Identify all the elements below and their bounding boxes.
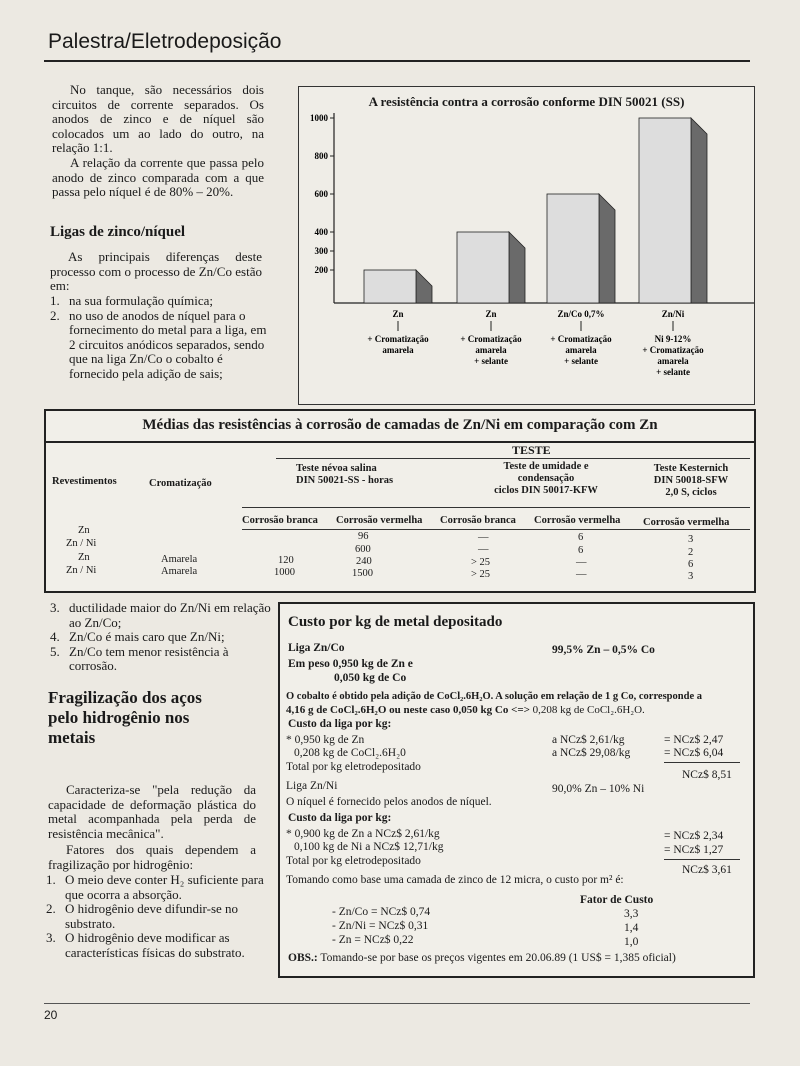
page-title: Palestra/Eletrodeposição [48, 30, 282, 53]
comparison-list [48, 601, 273, 674]
list-item: 3. O hidrogênio deve modificar as características físicas do substrato. [59, 931, 271, 960]
paragraph-current-ratio: A relação da corrente que passa pelo anodo de zinco comparada com a que passa pelo níquel é de 80% – 20%. [52, 155, 264, 199]
cost-item: 0,208 kg de CoCl₂.6H₂0 [294, 747, 406, 759]
test1-header [296, 463, 393, 487]
category-sublabel: + selante [474, 356, 508, 366]
test3-line: 2,0 S, ciclos [665, 487, 717, 498]
paragraph-definition: Caracteriza-se "pela redução da capacidade de deformação plástica do metal acompanhada pela perda de resistência mecânica". [48, 782, 256, 841]
category-sublabel: amarela [657, 356, 689, 366]
total-value: NCz$ 8,51 [682, 769, 732, 781]
teste-label: TESTE [512, 443, 551, 457]
total-label: Total por kg eletrodepositado [286, 855, 421, 867]
bar [457, 232, 509, 303]
category-sublabel: + selante [564, 356, 598, 366]
table-cell: 1500 [352, 568, 373, 579]
footer-rule [44, 1003, 750, 1004]
category-label: Zn/Ni [661, 309, 685, 319]
differences-list [48, 294, 275, 381]
test1-line: Teste névoa salina [296, 463, 377, 474]
factor-header: Fator de Custo [580, 894, 654, 906]
category-sublabel: + Cromatização [550, 334, 612, 344]
obs-text: Tomando-se por base os preços vigentes em 20.06.89 (1 US$ = 1,385 oficial) [320, 952, 676, 964]
nickel-note: O níquel é fornecido pelos anodos de níquel. [286, 796, 492, 808]
heading-zinc-nickel: Ligas de zinco/níquel [50, 224, 186, 240]
liga1-composition: 99,5% Zn – 0,5% Co [552, 644, 655, 656]
y-tick-label: 800 [314, 151, 328, 161]
y-tick-label: 400 [314, 227, 328, 237]
cost-item: 0,100 kg de Ni a NCz$ 12,71/kg [294, 841, 444, 853]
base-note: Tomando como base uma camada de zinco de 12 micra, o custo por m² é: [286, 874, 624, 886]
table-cell: Zn / Ni [66, 538, 97, 549]
obs-line [288, 952, 676, 965]
obs-label: OBS.: [288, 952, 318, 964]
cost-price: a NCz$ 2,61/kg [552, 734, 625, 746]
corrosion-table [44, 409, 756, 593]
list-item: 1. na sua formulação química; [63, 294, 275, 309]
table-cell: 120 [278, 555, 294, 566]
factor-value: 1,4 [624, 922, 639, 934]
category-sublabel: Ni 9-12% [654, 334, 692, 344]
total-value: NCz$ 3,61 [682, 864, 732, 876]
category-sublabel: + selante [656, 367, 690, 377]
cost-title: Custo por kg de metal depositado [288, 614, 503, 630]
category-sublabel: + Cromatização [642, 345, 704, 355]
bar [547, 194, 599, 303]
paragraph-tank: No tanque, são necessários dois circuitos de corrente separados. Os anodos de zinco e de níquel são colocados um ao lado do outro, na relação 1:1. [52, 82, 264, 155]
col-revestimentos: Revestimentos [52, 476, 117, 487]
table-title: Médias das resistências à corrosão de camadas de Zn/Ni em comparação com Zn [142, 417, 658, 433]
paragraph-differences: As principais diferenças deste processo com o processo de Zn/Co estão em: [50, 249, 262, 293]
page-number: 20 [44, 1008, 58, 1022]
liga2-label: Liga Zn/Ni [286, 780, 338, 792]
list-item: 2. O hidrogênio deve difundir-se no substrato. [59, 902, 271, 931]
test3-line: DIN 50018-SFW [653, 475, 729, 486]
factors-list [44, 873, 271, 960]
total-label: Total por kg eletrodepositado [286, 761, 421, 773]
factor-value: 3,3 [624, 908, 639, 920]
divider [242, 507, 750, 508]
table-cell: 3 [688, 571, 694, 582]
table-cell: 600 [355, 544, 371, 555]
y-tick-label: 300 [314, 246, 328, 256]
table-cell: 2 [688, 547, 694, 558]
weight-line: Em peso 0,950 kg de Zn e [288, 658, 413, 670]
chart-svg [299, 87, 754, 404]
divider [276, 458, 750, 459]
col-cromatizacao: Cromatização [149, 478, 212, 489]
table-cell: — [478, 532, 489, 543]
factor-label: - Zn = NCz$ 0,22 [332, 934, 414, 946]
table-cell: — [576, 557, 587, 568]
cost-box [278, 602, 755, 978]
bar-side [691, 118, 707, 303]
table-cell: — [576, 569, 587, 580]
bar-side [599, 194, 615, 303]
table-cell: Amarela [161, 566, 198, 577]
test2-line: ciclos DIN 50017-KFW [494, 485, 598, 496]
cobalt-note-2 [286, 704, 645, 717]
test2-header [466, 461, 626, 497]
category-sublabel: + Cromatização [367, 334, 429, 344]
table-cell: 3 [688, 534, 694, 545]
list-item: 3. ductilidade maior do Zn/Ni em relação ao Zn/Co; [63, 601, 273, 630]
category-sublabel: amarela [565, 345, 597, 355]
cost-value: = NCz$ 6,04 [664, 747, 724, 759]
factor-label: - Zn/Ni = NCz$ 0,31 [332, 920, 429, 932]
chart-title: A resistência contra a corrosão conforme DIN 50021 (SS) [368, 94, 685, 109]
divider [46, 441, 754, 443]
category-label: Zn [392, 309, 404, 319]
factor-value: 1,0 [624, 936, 639, 948]
table-cell: 6 [578, 532, 584, 543]
subhead: Corrosão branca [242, 515, 318, 526]
bar-chart [298, 86, 755, 405]
category-sublabel: amarela [475, 345, 507, 355]
heading-hydrogen-embrittlement: Fragilização dos aços pelo hidrogênio nos metais [48, 688, 202, 747]
divider [242, 529, 750, 530]
list-item: 2. no uso de anodos de níquel para o fornecimento do metal para a liga, em 2 circuitos anódicos separados, sendo que na liga Zn/Co o cobalto é fornecido pela adição de sais; [63, 309, 275, 382]
cost-item: * 0,900 kg de Zn a NCz$ 2,61/kg [286, 828, 440, 840]
table-cell: Zn [78, 525, 90, 536]
subhead: Corrosão vermelha [336, 515, 423, 526]
cost-value: = NCz$ 2,34 [664, 830, 724, 842]
cobalt-note-value: 0,208 kg de CoCl₂.6H₂O. [532, 704, 645, 716]
list-item: 4. Zn/Co é mais caro que Zn/Ni; [63, 630, 273, 645]
test1-line: DIN 50021-SS - horas [296, 475, 394, 486]
table-cell: Zn / Ni [66, 565, 97, 576]
list-item: 5. Zn/Co tem menor resistência à corrosão. [63, 645, 273, 674]
subhead: Corrosão vermelha [534, 515, 621, 526]
factor-label: - Zn/Co = NCz$ 0,74 [332, 906, 431, 918]
sum-rule [664, 859, 740, 860]
table-cell: 6 [578, 545, 584, 556]
bar [364, 270, 416, 303]
liga2-composition: 90,0% Zn – 10% Ni [552, 783, 645, 795]
bar-side [416, 270, 432, 303]
cost-label: Custo da liga por kg: [288, 718, 392, 730]
subhead: Corrosão vermelha [643, 517, 730, 528]
table-cell: 96 [358, 531, 369, 542]
weight-line: 0,050 kg de Co [334, 672, 407, 684]
table-cell: > 25 [471, 557, 491, 568]
table-cell: > 25 [471, 569, 491, 580]
test2-line: condensação [517, 473, 575, 484]
bar-side [509, 232, 525, 303]
test3-header [641, 463, 741, 499]
y-tick-label: 200 [314, 265, 328, 275]
table-cell: 1000 [274, 567, 295, 578]
table-cell: Zn [78, 552, 90, 563]
cost-label: Custo da liga por kg: [288, 812, 392, 824]
test2-line: Teste de umidade e [503, 461, 589, 472]
category-sublabel: + Cromatização [460, 334, 522, 344]
cost-value: = NCz$ 1,27 [664, 844, 724, 856]
cost-price: a NCz$ 29,08/kg [552, 747, 631, 759]
y-tick-label: 1000 [310, 113, 328, 123]
cobalt-note-bold: 4,16 g de CoCl₂.6H₂O ou neste caso 0,050 kg Co <=> [286, 704, 530, 716]
table-cell: 6 [688, 559, 694, 570]
cost-value: = NCz$ 2,47 [664, 734, 724, 746]
cost-item: * 0,950 kg de Zn [286, 734, 365, 746]
category-sublabel: amarela [382, 345, 414, 355]
liga1-label: Liga Zn/Co [288, 642, 345, 654]
category-label: Zn [485, 309, 497, 319]
cobalt-note: O cobalto é obtido pela adição de CoCl₂.6H₂O. A solução em relação de 1 g Co, corresponde a [286, 691, 702, 702]
paragraph-factors: Fatores dos quais dependem a fragilização por hidrogênio: [48, 842, 256, 872]
list-item: 1. O meio deve conter H₂ suficiente para que ocorra a absorção. [59, 873, 271, 902]
table-cell: — [478, 544, 489, 555]
category-label: Zn/Co 0,7% [557, 309, 605, 319]
test3-line: Teste Kesternich [653, 463, 729, 474]
table-cell: Amarela [161, 554, 198, 565]
header-rule [44, 60, 750, 62]
table-cell: 240 [356, 556, 372, 567]
subhead: Corrosão branca [440, 515, 516, 526]
sum-rule [664, 762, 740, 763]
bar [639, 118, 691, 303]
y-tick-label: 600 [314, 189, 328, 199]
